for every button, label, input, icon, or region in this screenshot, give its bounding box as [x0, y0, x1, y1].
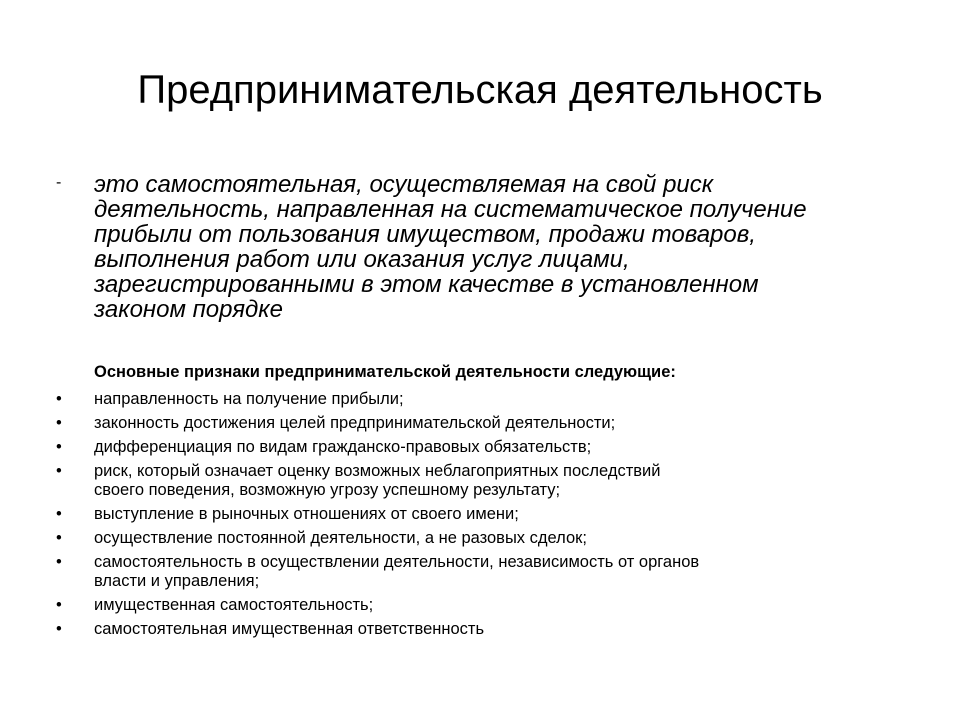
- feature-item: [56, 529, 916, 548]
- feature-text: осуществление постоянной деятельности, а не разовых сделок;: [94, 529, 587, 547]
- feature-item: [56, 620, 916, 639]
- feature-text: направленность на получение прибыли;: [94, 390, 404, 408]
- bullet-icon: •: [56, 529, 62, 547]
- feature-text: законность достижения целей предпринимательской деятельности;: [94, 414, 616, 432]
- features-section: [56, 362, 916, 644]
- features-heading: Основные признаки предпринимательской деятельности следующие:: [94, 363, 676, 381]
- slide-title: Предпринимательская деятельность: [137, 68, 823, 112]
- bullet-icon: •: [56, 438, 62, 456]
- bullet-icon: •: [56, 620, 62, 638]
- bullet-icon: •: [56, 505, 62, 523]
- feature-item: [56, 596, 916, 615]
- feature-text: имущественная самостоятельность;: [94, 596, 374, 614]
- definition-marker: -: [56, 174, 62, 191]
- bullet-icon: •: [56, 553, 62, 571]
- feature-text: риск, который означает оценку возможных неблагоприятных последствий своего поведения, возможную угрозу успешному результату;: [94, 462, 661, 499]
- feature-item: [56, 438, 916, 457]
- bullet-icon: •: [56, 390, 62, 408]
- feature-text: самостоятельная имущественная ответственность: [94, 620, 485, 638]
- definition-text: это самостоятельная, осуществляемая на свой риск деятельность, направленная на систематическое получение прибыли от пользования имуществом, продажи товаров, выполнения работ или оказания услуг лицами, зарегистрированными в этом качестве в установленном законом порядке: [94, 171, 807, 323]
- feature-text: выступление в рыночных отношениях от своего имени;: [94, 505, 519, 523]
- feature-item: [56, 390, 916, 409]
- feature-item: [56, 414, 916, 433]
- definition-block: [56, 172, 916, 322]
- feature-item: [56, 553, 916, 591]
- feature-text: дифференциация по видам гражданско-правовых обязательств;: [94, 438, 592, 456]
- bullet-icon: •: [56, 462, 62, 480]
- bullet-icon: •: [56, 414, 62, 432]
- features-list: [56, 390, 916, 639]
- bullet-icon: •: [56, 596, 62, 614]
- feature-item: [56, 505, 916, 524]
- feature-text: самостоятельность в осуществлении деятельности, независимость от органов власти и управления;: [94, 553, 700, 590]
- feature-item: [56, 462, 916, 500]
